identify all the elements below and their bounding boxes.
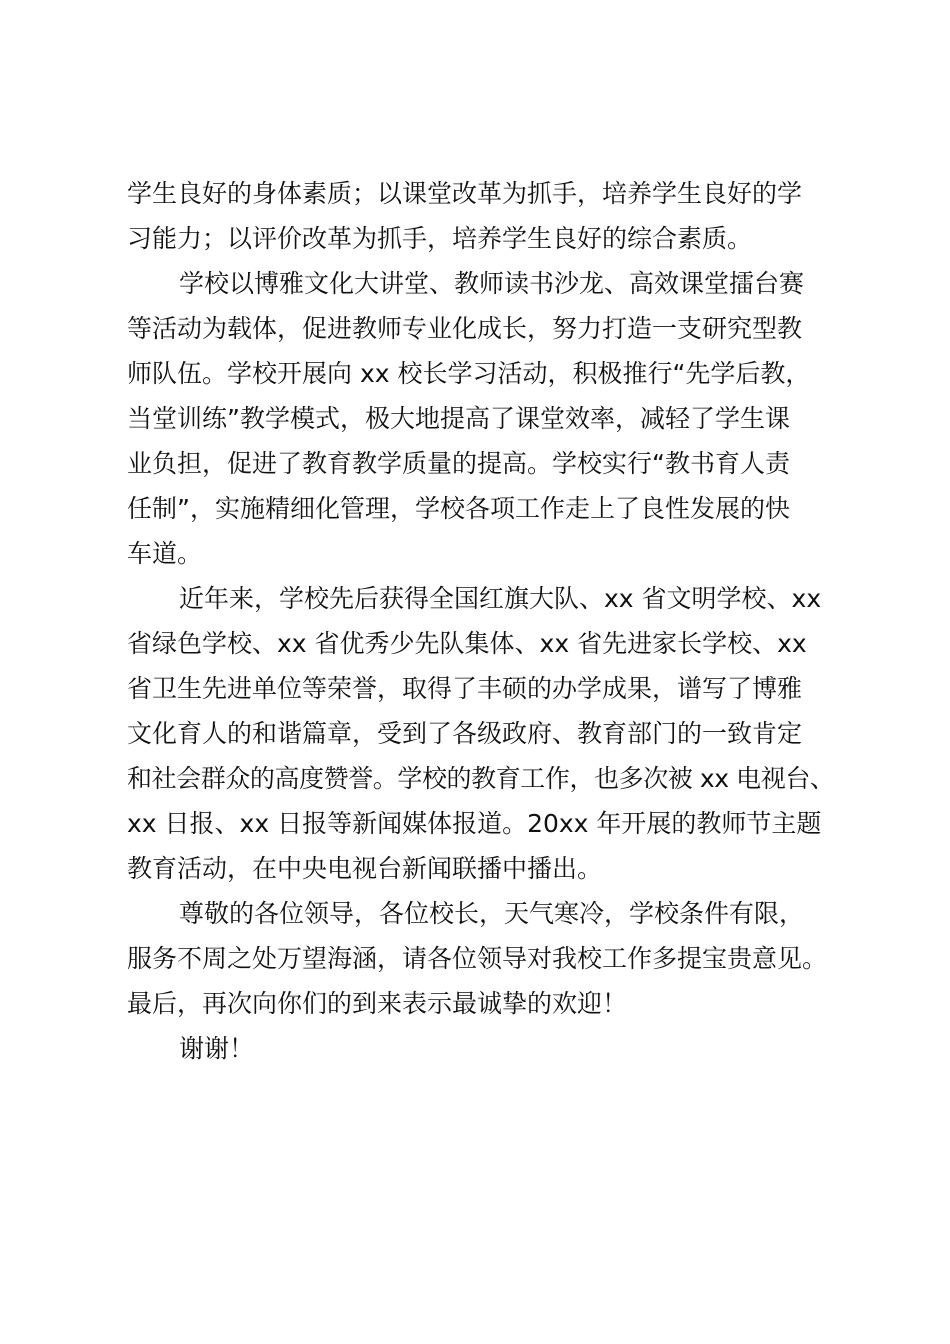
text-line: 省卫生先进单位等荣誉，取得了丰硕的办学成果，谱写了博雅 — [127, 674, 803, 703]
text-line: 任制”，实施精细化管理，学校各项工作走上了良性发展的快 — [127, 494, 790, 523]
paragraph-start-line: 近年来，学校先后获得全国红旗大队、xx 省文明学校、xx — [179, 584, 822, 613]
text-line: 服务不周之处万望海涵，请各位领导对我校工作多提宝贵意见。 — [127, 944, 828, 973]
text-line: 等活动为载体，促进教师专业化成长，努力打造一支研究型教 — [127, 314, 803, 343]
text-line: 教育活动，在中央电视台新闻联播中播出。 — [127, 854, 603, 883]
text-line: xx 日报、xx 日报等新闻媒体报道。20xx 年开展的教师节主题 — [127, 809, 822, 838]
text-line: 学生良好的身体素质；以课堂改革为抓手，培养学生良好的学 — [127, 179, 803, 208]
text-line: 业负担，促进了教育教学质量的提高。学校实行“教书育人责 — [127, 449, 790, 478]
document-body — [127, 171, 835, 1071]
paragraph-start-line: 尊敬的各位领导，各位校长，天气寒冷，学校条件有限， — [179, 899, 805, 928]
text-line: 车道。 — [127, 539, 203, 568]
text-line: 习能力；以评价改革为抓手，培养学生良好的综合素质。 — [127, 224, 753, 253]
text-line: 和社会群众的高度赞誉。学校的教育工作，也多次被 xx 电视台、 — [127, 764, 835, 793]
closing-line: 谢谢！ — [179, 1034, 255, 1063]
text-line: 最后，再次向你们的到来表示最诚挚的欢迎！ — [127, 989, 628, 1018]
text-line: 当堂训练”教学模式，极大地提高了课堂效率，减轻了学生课 — [127, 404, 790, 433]
text-line: 省绿色学校、xx 省优秀少先队集体、xx 省先进家长学校、xx — [127, 629, 807, 658]
paragraph-start-line: 学校以博雅文化大讲堂、教师读书沙龙、高效课堂擂台赛 — [179, 269, 805, 298]
text-line: 师队伍。学校开展向 xx 校长学习活动，积极推行“先学后教， — [127, 359, 811, 388]
text-line: 文化育人的和谐篇章，受到了各级政府、教育部门的一致肯定 — [127, 719, 803, 748]
